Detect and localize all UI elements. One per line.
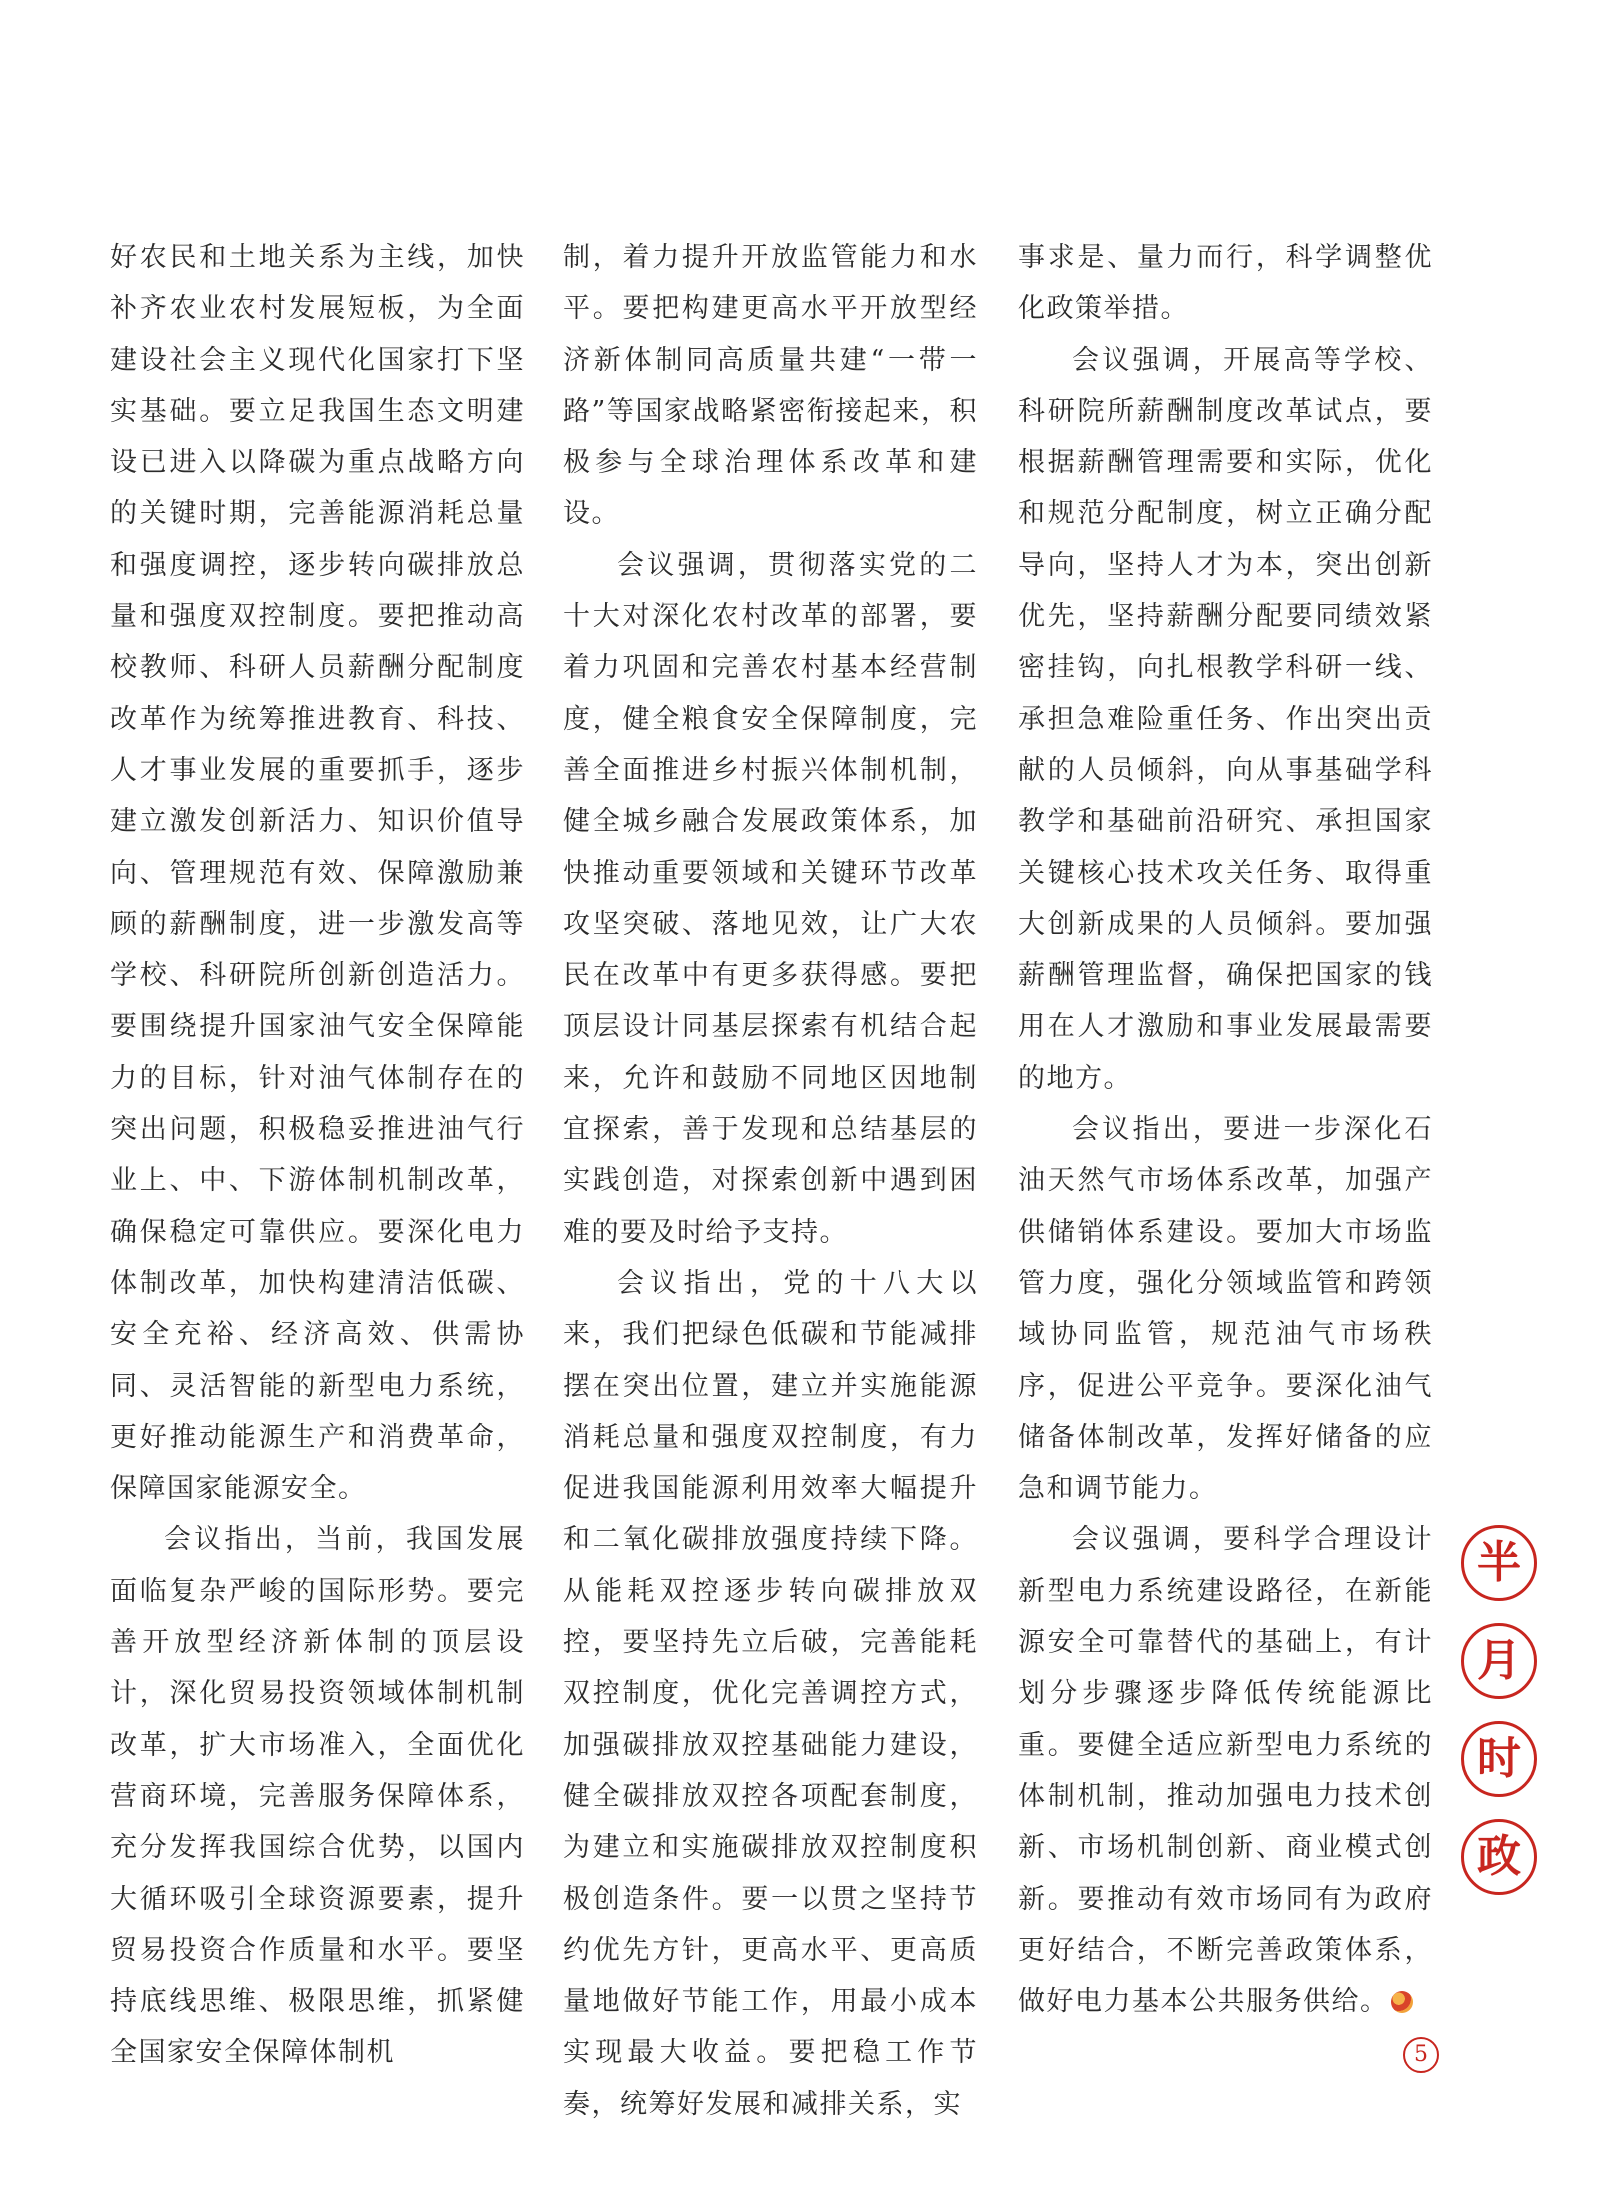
swirl-logo-icon [1391, 1991, 1413, 2013]
article-column-3 [1018, 232, 1433, 2027]
section-title-char: 政 [1461, 1819, 1537, 1895]
article-column-2 [563, 232, 978, 2130]
article-column-1 [110, 232, 525, 2079]
paragraph: 会议指出，党的十八大以来，我们把绿色低碳和节能减排摆在突出位置，建立并实施能源消耗总量和强度双控制度，有力促进我国能源利用效率大幅提升和二氧化碳排放强度持续下降。从能耗双控逐步转向碳排放双控，要坚持先立后破，完善能耗双控制度，优化完善调控方式，加强碳排放双控基础能力建设，健全碳排放双控各项配套制度，为建立和实施碳排放双控制度积极创造条件。要一以贯之坚持节约优先方针，更高水平、更高质量地做好节能工作，用最小成本实现最大收益。要把稳工作节奏，统筹好发展和减排关系，实 [563, 1267, 978, 2120]
paragraph-last [1018, 1514, 1433, 2027]
section-title-vertical [1456, 1525, 1542, 1917]
paragraph: 事求是、量力而行，科学调整优化政策举措。 [1018, 242, 1433, 325]
section-title-char: 半 [1461, 1525, 1537, 1601]
section-title-char: 时 [1461, 1721, 1537, 1797]
paragraph: 会议指出，要进一步深化石油天然气市场体系改革，加强产供储销体系建设。要加大市场监管力度，强化分领域监管和跨领域协同监管，规范油气市场秩序，促进公平竞争。要深化油气储备体制改革，发挥好储备的应急和调节能力。 [1018, 1114, 1433, 1505]
paragraph: 会议强调，贯彻落实党的二十大对深化农村改革的部署，要着力巩固和完善农村基本经营制度，健全粮食安全保障制度，完善全面推进乡村振兴体制机制，健全城乡融合发展政策体系，加快推动重要领域和关键环节改革攻坚突破、落地见效，让广大农民在改革中有更多获得感。要把顶层设计同基层探索有机结合起来，允许和鼓励不同地区因地制宜探索，善于发现和总结基层的实践创造，对探索创新中遇到困难的要及时给予支持。 [563, 549, 978, 1248]
paragraph: 制，着力提升开放监管能力和水平。要把构建更高水平开放型经济新体制同高质量共建“一带一路”等国家战略紧密衔接起来，积极参与全球治理体系改革和建设。 [563, 242, 978, 530]
paragraph-last-text: 会议强调，要科学合理设计新型电力系统建设路径，在新能源安全可靠替代的基础上，有计划分步骤逐步降低传统能源比重。要健全适应新型电力系统的体制机制，推动加强电力技术创新、市场机制创新、商业模式创新。要推动有效市场同有为政府更好结合，不断完善政策体系，做好电力基本公共服务供给。 [1018, 1524, 1433, 2018]
paragraph: 好农民和土地关系为主线，加快补齐农业农村发展短板，为全面建设社会主义现代化国家打下坚实基础。要立足我国生态文明建设已进入以降碳为重点战略方向的关键时期，完善能源消耗总量和强度调控，逐步转向碳排放总量和强度双控制度。要把推动高校教师、科研人员薪酬分配制度改革作为统筹推进教育、科技、人才事业发展的重要抓手，逐步建立激发创新活力、知识价值导向、管理规范有效、保障激励兼顾的薪酬制度，进一步激发高等学校、科研院所创新创造活力。要围绕提升国家油气安全保障能力的目标，针对油气体制存在的突出问题，积极稳妥推进油气行业上、中、下游体制机制改革，确保稳定可靠供应。要深化电力体制改革，加快构建清洁低碳、安全充裕、经济高效、供需协同、灵活智能的新型电力系统，更好推动能源生产和消费革命，保障国家能源安全。 [110, 242, 525, 1505]
section-title-char: 月 [1461, 1623, 1537, 1699]
paragraph: 会议指出，当前，我国发展面临复杂严峻的国际形势。要完善开放型经济新体制的顶层设计，深化贸易投资领域体制机制改革，扩大市场准入，全面优化营商环境，完善服务保障体系，充分发挥我国综合优势，以国内大循环吸引全球资源要素，提升贸易投资合作质量和水平。要坚持底线思维、极限思维，抓紧健全国家安全保障体制机 [110, 1524, 525, 2069]
page-number: 5 [1403, 2037, 1439, 2073]
paragraph: 会议强调，开展高等学校、科研院所薪酬制度改革试点，要根据薪酬管理需要和实际，优化和规范分配制度，树立正确分配导向，坚持人才为本，突出创新优先，坚持薪酬分配要同绩效紧密挂钩，向扎根教学科研一线、承担急难险重任务、作出突出贡献的人员倾斜，向从事基础学科教学和基础前沿研究、承担国家关键核心技术攻关任务、取得重大创新成果的人员倾斜。要加强薪酬管理监督，确保把国家的钱用在人才激励和事业发展最需要的地方。 [1018, 344, 1433, 1094]
